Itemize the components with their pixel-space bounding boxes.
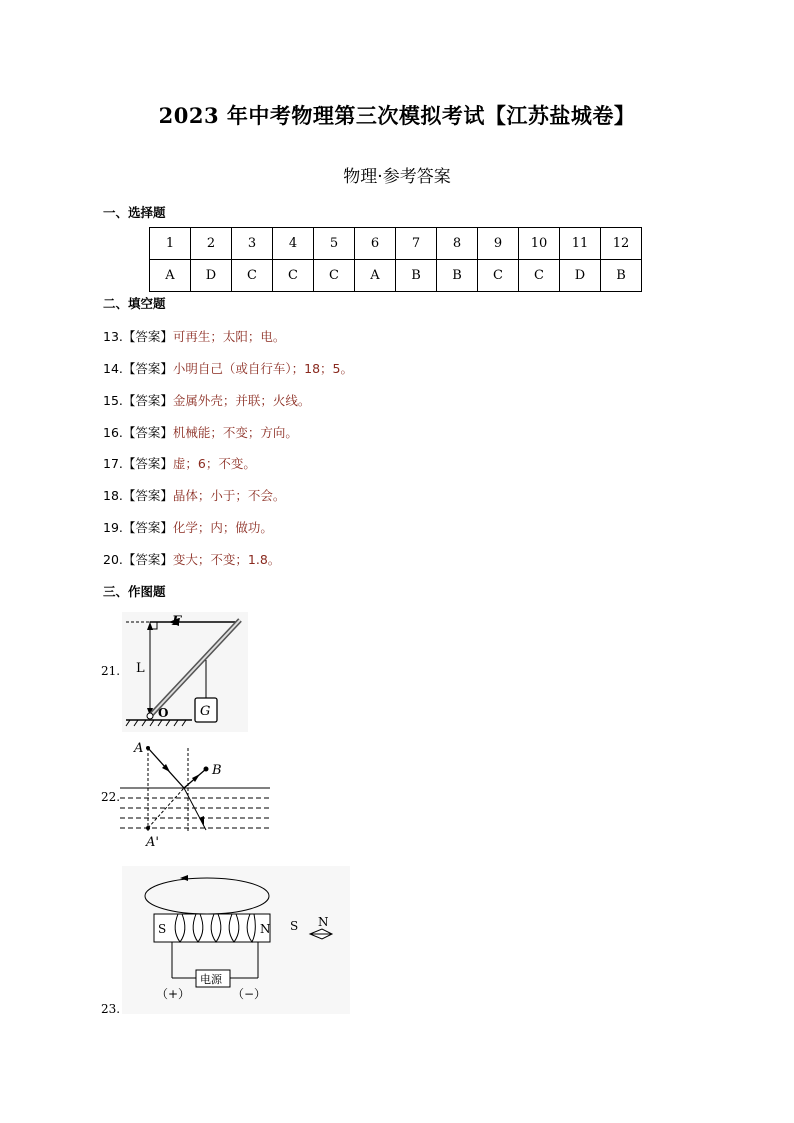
table-cell: C: [273, 260, 314, 292]
answer-number: 19.【答案】: [103, 520, 173, 535]
list-item: [103, 327, 285, 345]
table-row-numbers: [150, 228, 642, 260]
pole-left-label: S: [158, 922, 167, 936]
table-cell: 5: [314, 228, 355, 260]
answer-text: 虚；6；不变。: [172, 456, 256, 471]
figure-23-label: 23.: [101, 1002, 121, 1016]
table-cell: B: [437, 260, 478, 292]
list-item: [103, 454, 256, 472]
table-cell: C: [478, 260, 519, 292]
minus-label: （−）: [232, 987, 267, 1001]
section-choice-heading: 一、选择题: [103, 205, 166, 220]
table-cell: D: [191, 260, 232, 292]
point-a-label: A: [134, 741, 144, 756]
table-cell: 3: [232, 228, 273, 260]
table-cell: A: [150, 260, 191, 292]
pole-right-label: N: [260, 922, 271, 936]
table-cell: 4: [273, 228, 314, 260]
table-cell: B: [396, 260, 437, 292]
table-cell: C: [314, 260, 355, 292]
lever-diagram: [122, 612, 248, 732]
answer-number: 18.【答案】: [103, 488, 173, 503]
document-title: 2023 年中考物理第三次模拟考试【江苏盐城卷】: [158, 103, 636, 128]
image-a-label: A': [146, 835, 159, 850]
table-cell: C: [232, 260, 273, 292]
answer-text: 化学；内；做功。: [172, 520, 273, 535]
point-b-label: B: [212, 763, 222, 778]
weight-label: G: [200, 704, 211, 719]
answer-text: 机械能；不变；方向。: [172, 425, 298, 440]
document-subtitle: 物理·参考答案: [343, 167, 451, 187]
answer-text: 可再生；太阳；电。: [172, 329, 286, 344]
pivot-label: O: [158, 706, 169, 720]
answer-text: 小明自己（或自行车）；18；5。: [172, 361, 353, 376]
table-cell: 6: [355, 228, 396, 260]
table-cell: 8: [437, 228, 478, 260]
answer-number: 17.【答案】: [103, 456, 173, 471]
answer-number: 13.【答案】: [103, 329, 173, 344]
choice-answer-table: [149, 227, 642, 292]
list-item: [103, 423, 298, 441]
list-item: [103, 550, 280, 568]
figure-22-label: 22.: [101, 790, 121, 804]
table-cell: 10: [519, 228, 560, 260]
needle-n-label: N: [318, 915, 329, 929]
answer-text: 晶体；小于；不会。: [172, 488, 286, 503]
answer-number: 16.【答案】: [103, 425, 173, 440]
table-cell: 7: [396, 228, 437, 260]
table-cell: C: [519, 260, 560, 292]
answer-number: 14.【答案】: [103, 361, 173, 376]
force-label: F: [172, 614, 182, 629]
figure-21-label: 21.: [101, 664, 121, 678]
section-drawing-heading: 三、作图题: [103, 584, 166, 599]
refraction-diagram: [120, 738, 270, 852]
answer-text: 金属外壳；并联；火线。: [172, 393, 311, 408]
section-fill-heading: 二、填空题: [103, 296, 166, 311]
plus-label: （+）: [156, 987, 191, 1001]
table-cell: 1: [150, 228, 191, 260]
answer-number: 15.【答案】: [103, 393, 173, 408]
table-cell: 2: [191, 228, 232, 260]
list-item: [103, 359, 353, 377]
list-item: [103, 486, 285, 504]
table-cell: B: [601, 260, 642, 292]
table-cell: 12: [601, 228, 642, 260]
list-item: [103, 518, 273, 536]
table-cell: D: [560, 260, 601, 292]
table-cell: 11: [560, 228, 601, 260]
table-cell: A: [355, 260, 396, 292]
table-row-answers: [150, 260, 642, 292]
needle-s-label: S: [290, 919, 299, 933]
list-item: [103, 391, 310, 409]
answer-number: 20.【答案】: [103, 552, 173, 567]
table-cell: 9: [478, 228, 519, 260]
power-source-label: 电源: [200, 973, 222, 986]
electromagnet-diagram: [122, 866, 350, 1014]
answer-text: 变大；不变；1.8。: [172, 552, 281, 567]
length-label: L: [136, 661, 145, 676]
